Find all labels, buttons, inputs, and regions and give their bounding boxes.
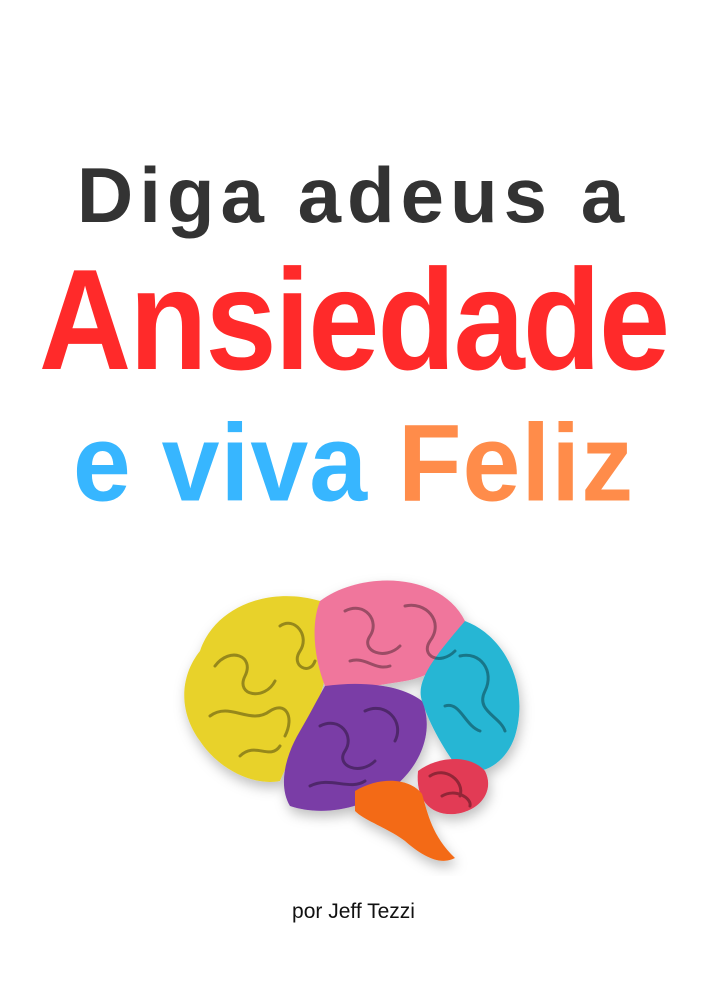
title-line-3 [0, 402, 707, 527]
title-text-feliz: Feliz [397, 403, 635, 525]
brain-cerebellum [418, 759, 488, 814]
title-text-diga-adeus: Diga adeus a [76, 151, 631, 239]
title-text-ansiedade: Ansiedade [38, 240, 669, 401]
title-line-2 [0, 238, 707, 403]
author-text: por Jeff Tezzi [292, 900, 415, 923]
brain-illustration [160, 566, 540, 876]
title-line-1 [0, 150, 707, 241]
title-text-e-viva: e viva [72, 403, 369, 525]
author-byline [0, 900, 707, 924]
brain-icon [160, 566, 540, 876]
